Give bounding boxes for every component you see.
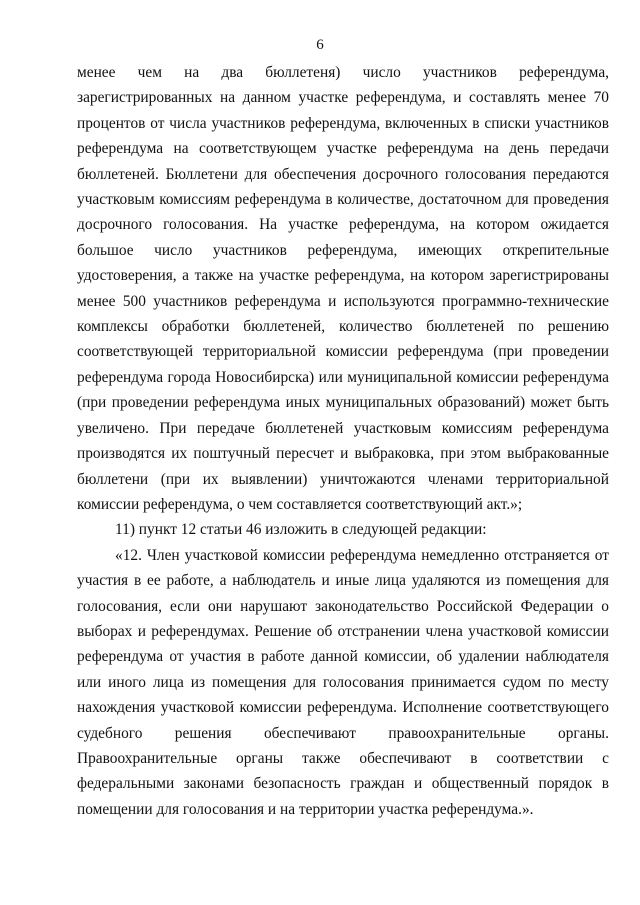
paragraph-new-clause-12: «12. Член участковой комиссии референдума немедленно отстраняется от участия в ее работе, а наблюдатель и иные лица удаляются из помещения для голосования, если они нарушают законодательство Российской Федерации о выборах и референдумах. Решение об отстранении члена участковой комиссии референдума от участия в работе данной комиссии, об удалении наблюдателя или иного лица из помещения для голосования принимается судом по месту нахождения участковой комиссии референдума. Исполнение соответствующего судебного решения обеспечивают правоохранительные органы. Правоохранительные органы также обеспечивают в соответствии с федеральными законами безопасность граждан и общественный порядок в помещении для голосования и на территории участка референдума.». [77, 546, 609, 818]
document-body [77, 60, 609, 822]
page-number: 6 [316, 37, 324, 53]
paragraph-amendment-item-11: 11) пункт 12 статьи 46 изложить в следующей редакции: [115, 521, 487, 539]
paragraph-continuation: менее чем на два бюллетеня) число участников референдума, зарегистрированных на данном участке референдума, и составлять менее 70 процентов от числа участников референдума, включенных в списки участников референдума на соответствующем участке референдума на день передачи бюллетеней. Бюллетени для обеспечения досрочного голосования передаются участковым комиссиям референдума в количестве, достаточном для проведения досрочного голосования. На участке референдума, на котором ожидается большое число участников референдума, имеющих открепительные удостоверения, а также на участке референдума, на котором зарегистрированы менее 500 участников референдума и используются программно-технические комплексы обработки бюллетеней, количество бюллетеней по решению соответствующей территориальной комиссии референдума (при проведении референдума города Новосибирска) или муниципальной комиссии референдума (при проведении референдума иных муниципальных образований) может быть увеличено. При передаче бюллетеней участковым комиссиям референдума производятся их поштучный пересчет и выбраковка, при этом выбракованные бюллетени (при их выявлении) уничтожаются членами территориальной комиссии референдума, о чем составляется соответствующий акт.»; [77, 64, 609, 513]
